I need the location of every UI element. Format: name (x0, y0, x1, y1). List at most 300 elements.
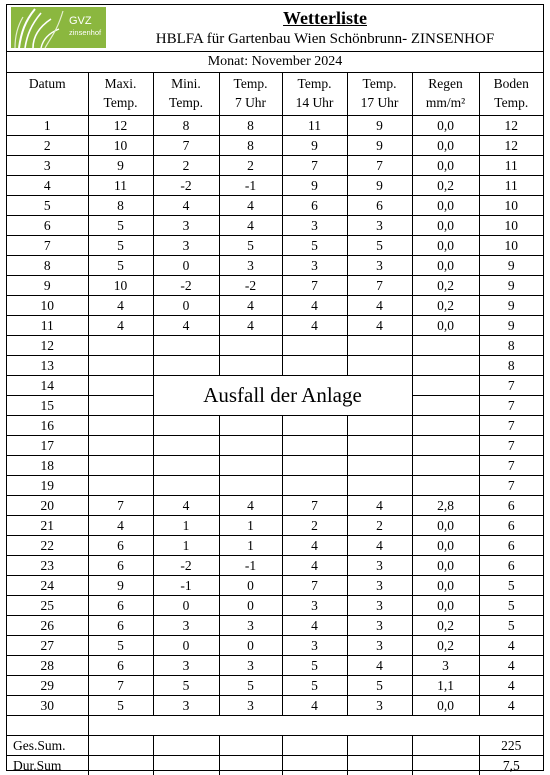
summary-cell (347, 756, 412, 775)
table-row (7, 496, 543, 516)
column-header-line1: Temp. (233, 76, 268, 91)
table-cell: 0,0 (412, 216, 479, 236)
table-cell: 1 (153, 536, 219, 556)
table-cell: 8 (219, 136, 282, 156)
table-cell: 5 (7, 196, 88, 216)
table-row (7, 416, 543, 436)
table-cell: -2 (219, 276, 282, 296)
table-cell: 19 (7, 476, 88, 496)
table-cell: 4 (282, 296, 347, 316)
table-cell: 30 (7, 696, 88, 716)
table-cell: 2 (282, 516, 347, 536)
table-cell: 3 (282, 256, 347, 276)
table-row (7, 376, 543, 396)
table-cell (412, 436, 479, 456)
table-cell: 0,2 (412, 636, 479, 656)
table-cell: 3 (347, 576, 412, 596)
summary-cell (412, 736, 479, 756)
summary-cell (347, 736, 412, 756)
table-cell (219, 456, 282, 476)
table-row (7, 316, 543, 336)
table-cell: 4 (282, 696, 347, 716)
table-row (7, 236, 543, 256)
column-header-line2: 14 Uhr (295, 95, 334, 110)
table-cell: 7 (282, 156, 347, 176)
table-cell: 3 (153, 216, 219, 236)
table-cell: 3 (7, 156, 88, 176)
summary-blank (88, 716, 543, 736)
column-header (282, 73, 347, 116)
table-cell: 5 (153, 676, 219, 696)
table-cell: 0 (153, 596, 219, 616)
table-cell: 4 (219, 316, 282, 336)
table-cell: 9 (347, 136, 412, 156)
column-header (88, 73, 153, 116)
table-cell: 4 (479, 636, 543, 656)
table-cell (347, 416, 412, 436)
table-cell (282, 436, 347, 456)
table-cell: 7 (88, 496, 153, 516)
column-header (347, 73, 412, 116)
table-cell: 5 (282, 656, 347, 676)
table-row (7, 656, 543, 676)
table-cell (347, 456, 412, 476)
table-cell: 12 (479, 116, 543, 136)
table-row (7, 456, 543, 476)
table-cell: 2 (7, 136, 88, 156)
table-cell: 0,2 (412, 276, 479, 296)
table-cell: 5 (219, 236, 282, 256)
table-cell (219, 416, 282, 436)
table-cell (347, 336, 412, 356)
table-cell: 5 (88, 636, 153, 656)
table-cell: 3 (282, 636, 347, 656)
table-row (7, 536, 543, 556)
table-cell: 2 (219, 156, 282, 176)
column-header-line1: Temp. (297, 76, 332, 91)
table-cell: 4 (88, 516, 153, 536)
table-cell: 4 (153, 196, 219, 216)
table-cell: 7 (347, 276, 412, 296)
table-cell (153, 476, 219, 496)
table-cell: 2,8 (412, 496, 479, 516)
table-cell: 4 (347, 296, 412, 316)
table-cell: 3 (347, 616, 412, 636)
table-cell: 5 (219, 676, 282, 696)
month-label: Monat: November 2024 (7, 52, 543, 73)
table-cell (347, 436, 412, 456)
sheet-header (7, 5, 543, 52)
column-header-line2: Temp. (103, 95, 138, 110)
table-row (7, 336, 543, 356)
column-header-line1: Datum (28, 76, 66, 91)
table-cell (219, 476, 282, 496)
table-cell: 5 (88, 216, 153, 236)
table-cell: 0 (219, 636, 282, 656)
table-cell: 11 (282, 116, 347, 136)
table-cell: 4 (88, 296, 153, 316)
table-cell: 7 (282, 496, 347, 516)
table-cell (347, 476, 412, 496)
table-cell: 4 (219, 296, 282, 316)
table-cell: 0,0 (412, 596, 479, 616)
table-cell: 7 (282, 576, 347, 596)
table-cell: 6 (88, 596, 153, 616)
table-cell (412, 476, 479, 496)
table-cell: 4 (7, 176, 88, 196)
table-cell: 11 (479, 156, 543, 176)
table-cell (88, 396, 153, 416)
table-cell: 9 (347, 116, 412, 136)
summary-cell (88, 736, 153, 756)
table-cell: 10 (7, 296, 88, 316)
column-header-line1: Mini. (171, 76, 201, 91)
table-cell: 0,2 (412, 616, 479, 636)
summary-cell (412, 756, 479, 775)
column-header (219, 73, 282, 116)
table-cell: 3 (347, 636, 412, 656)
column-header-line1: Maxi. (104, 76, 137, 91)
table-cell: 9 (479, 296, 543, 316)
table-cell: 3 (282, 216, 347, 236)
table-cell: 9 (479, 276, 543, 296)
table-cell: 0 (219, 596, 282, 616)
table-cell: 4 (282, 616, 347, 636)
table-cell: 4 (153, 316, 219, 336)
table-cell (282, 336, 347, 356)
table-cell: 0,0 (412, 156, 479, 176)
table-cell (153, 356, 219, 376)
table-cell: 25 (7, 596, 88, 616)
table-cell: 9 (88, 576, 153, 596)
table-cell: 7 (479, 476, 543, 496)
table-cell: 7 (479, 436, 543, 456)
page-subtitle: HBLFA für Gartenbau Wien Schönbrunn- ZINSENHOF (155, 31, 495, 47)
weather-table (7, 73, 543, 775)
table-cell: 5 (479, 616, 543, 636)
table-cell: 5 (479, 576, 543, 596)
table-cell (88, 336, 153, 356)
table-cell: 11 (88, 176, 153, 196)
table-cell: -1 (219, 176, 282, 196)
table-cell: 5 (282, 236, 347, 256)
table-cell: 6 (282, 196, 347, 216)
column-header (7, 73, 88, 116)
summary-cell (219, 756, 282, 775)
table-cell: 5 (479, 596, 543, 616)
table-cell (412, 396, 479, 416)
table-cell: 24 (7, 576, 88, 596)
table-cell: 3 (347, 556, 412, 576)
table-cell: 4 (347, 536, 412, 556)
table-row (7, 256, 543, 276)
table-row (7, 636, 543, 656)
table-row (7, 296, 543, 316)
table-cell (412, 456, 479, 476)
table-cell: 3 (347, 596, 412, 616)
table-cell: 6 (479, 516, 543, 536)
summary-cell (88, 756, 153, 775)
table-cell: -1 (153, 576, 219, 596)
table-cell: 8 (88, 196, 153, 216)
table-cell: 3 (219, 696, 282, 716)
table-cell: 0 (153, 636, 219, 656)
table-cell: 1,1 (412, 676, 479, 696)
table-cell: 4 (479, 676, 543, 696)
table-cell: 5 (88, 236, 153, 256)
table-cell: 12 (479, 136, 543, 156)
table-cell: 0,0 (412, 236, 479, 256)
table-row (7, 476, 543, 496)
table-cell: 29 (7, 676, 88, 696)
table-cell (412, 336, 479, 356)
summary-boden-value: 7,5 (479, 756, 543, 775)
table-cell: -2 (153, 556, 219, 576)
table-cell: 9 (7, 276, 88, 296)
table-cell: 0,0 (412, 696, 479, 716)
failure-note: Ausfall der Anlage (153, 376, 412, 416)
table-cell: 16 (7, 416, 88, 436)
table-cell: 6 (479, 556, 543, 576)
column-header-row (7, 73, 543, 116)
table-cell: 4 (88, 316, 153, 336)
table-cell: 7 (7, 236, 88, 256)
column-header-line2: 17 Uhr (360, 95, 399, 110)
table-cell: 10 (88, 136, 153, 156)
table-cell (88, 416, 153, 436)
table-cell: 0 (153, 296, 219, 316)
table-cell (88, 376, 153, 396)
table-cell: 0,0 (412, 576, 479, 596)
table-cell: 7 (479, 376, 543, 396)
table-cell: 10 (479, 196, 543, 216)
column-header-line1: Regen (428, 76, 463, 91)
table-cell: 20 (7, 496, 88, 516)
column-header-line1: Boden (493, 76, 529, 91)
table-cell: 10 (88, 276, 153, 296)
table-cell: -2 (153, 176, 219, 196)
table-cell: 4 (347, 656, 412, 676)
table-cell: 12 (88, 116, 153, 136)
column-header-line2: Temp. (169, 95, 203, 110)
gvz-logo (11, 7, 106, 48)
table-cell: 7 (282, 276, 347, 296)
table-cell: 4 (479, 656, 543, 676)
summary-row (7, 736, 543, 756)
table-cell: -2 (153, 276, 219, 296)
table-cell: 4 (347, 316, 412, 336)
table-cell: 6 (347, 196, 412, 216)
table-cell: 14 (7, 376, 88, 396)
summary-row (7, 756, 543, 775)
table-cell: 12 (7, 336, 88, 356)
table-cell: 3 (347, 216, 412, 236)
table-cell: 5 (88, 696, 153, 716)
summary-cell (153, 736, 219, 756)
table-cell: 5 (347, 676, 412, 696)
summary-boden-value: 225 (479, 736, 543, 756)
table-cell: 5 (282, 676, 347, 696)
table-cell: 3 (282, 596, 347, 616)
table-cell: 11 (479, 176, 543, 196)
table-cell: 10 (479, 236, 543, 256)
table-cell: 21 (7, 516, 88, 536)
table-row (7, 216, 543, 236)
table-cell: 4 (219, 196, 282, 216)
table-cell (412, 356, 479, 376)
summary-label (7, 716, 88, 736)
table-cell: 2 (347, 516, 412, 536)
table-row (7, 596, 543, 616)
table-cell (347, 356, 412, 376)
table-cell: 1 (153, 516, 219, 536)
table-cell: 4 (219, 496, 282, 516)
table-cell: 0,0 (412, 516, 479, 536)
table-cell: 3 (153, 236, 219, 256)
table-cell (153, 336, 219, 356)
table-cell (282, 356, 347, 376)
table-cell: 17 (7, 436, 88, 456)
table-cell: 6 (7, 216, 88, 236)
table-cell: 1 (219, 536, 282, 556)
table-row (7, 176, 543, 196)
table-cell: 8 (219, 116, 282, 136)
table-cell: 4 (282, 316, 347, 336)
table-cell: 4 (153, 496, 219, 516)
table-cell: 4 (282, 556, 347, 576)
column-header (153, 73, 219, 116)
table-cell: 28 (7, 656, 88, 676)
table-cell: 0,0 (412, 316, 479, 336)
table-cell: 0,0 (412, 556, 479, 576)
table-row (7, 156, 543, 176)
summary-cell (219, 736, 282, 756)
table-cell (412, 416, 479, 436)
table-cell: 10 (479, 216, 543, 236)
table-cell: 0,2 (412, 296, 479, 316)
column-header (412, 73, 479, 116)
table-cell: 0,0 (412, 136, 479, 156)
table-cell (219, 336, 282, 356)
logo-subtext: zinsenhof (69, 28, 102, 37)
table-cell: 3 (219, 616, 282, 636)
table-cell: 5 (88, 256, 153, 276)
table-cell: 9 (479, 256, 543, 276)
table-cell (88, 456, 153, 476)
table-cell (88, 476, 153, 496)
summary-label: Dur.Sum (7, 756, 88, 775)
table-cell (88, 436, 153, 456)
table-cell: 3 (153, 656, 219, 676)
summary-row (7, 716, 543, 736)
table-row (7, 196, 543, 216)
table-cell: 6 (88, 556, 153, 576)
table-cell: 0,0 (412, 256, 479, 276)
column-header-line1: Temp. (362, 76, 397, 91)
table-row (7, 436, 543, 456)
table-row (7, 576, 543, 596)
table-row (7, 696, 543, 716)
table-cell: 3 (347, 696, 412, 716)
table-cell: 5 (347, 236, 412, 256)
table-cell: 1 (7, 116, 88, 136)
table-cell (153, 436, 219, 456)
table-row (7, 276, 543, 296)
table-cell: 7 (479, 456, 543, 476)
table-cell: 4 (347, 496, 412, 516)
logo-text: GVZ (69, 15, 92, 27)
table-cell: 15 (7, 396, 88, 416)
summary-label: Ges.Sum. (7, 736, 88, 756)
table-cell (88, 356, 153, 376)
table-cell: 6 (479, 536, 543, 556)
weather-sheet (6, 4, 544, 771)
table-cell: -1 (219, 556, 282, 576)
summary-cell (282, 736, 347, 756)
table-body (7, 116, 543, 775)
table-cell: 6 (479, 496, 543, 516)
table-cell: 0,2 (412, 176, 479, 196)
table-cell: 6 (88, 616, 153, 636)
table-cell: 8 (479, 356, 543, 376)
table-cell: 23 (7, 556, 88, 576)
table-cell: 0,0 (412, 536, 479, 556)
table-cell: 3 (347, 256, 412, 276)
table-cell: 9 (347, 176, 412, 196)
table-cell: 7 (479, 396, 543, 416)
table-cell: 9 (88, 156, 153, 176)
table-cell (282, 476, 347, 496)
page-title: Wetterliste (283, 8, 367, 28)
column-header-line2: mm/m² (425, 95, 466, 110)
table-cell: 9 (282, 176, 347, 196)
table-cell: 9 (282, 136, 347, 156)
table-cell: 3 (153, 696, 219, 716)
table-cell: 2 (153, 156, 219, 176)
table-cell: 0,0 (412, 116, 479, 136)
column-header (479, 73, 543, 116)
summary-cell (153, 756, 219, 775)
table-row (7, 136, 543, 156)
table-cell: 3 (219, 656, 282, 676)
table-cell: 3 (153, 616, 219, 636)
table-cell: 6 (88, 656, 153, 676)
table-cell (219, 356, 282, 376)
table-cell: 4 (282, 536, 347, 556)
summary-cell (282, 756, 347, 775)
table-row (7, 356, 543, 376)
column-header-line2: Temp. (494, 95, 529, 110)
table-cell: 3 (219, 256, 282, 276)
table-cell (412, 376, 479, 396)
table-cell: 27 (7, 636, 88, 656)
table-cell: 11 (7, 316, 88, 336)
table-cell: 9 (479, 316, 543, 336)
table-cell: 26 (7, 616, 88, 636)
table-cell (153, 456, 219, 476)
table-cell (219, 436, 282, 456)
table-cell: 6 (88, 536, 153, 556)
table-cell: 4 (219, 216, 282, 236)
table-cell (282, 456, 347, 476)
column-header-line2: 7 Uhr (234, 95, 267, 110)
table-cell: 8 (479, 336, 543, 356)
table-cell (282, 416, 347, 436)
table-cell: 7 (479, 416, 543, 436)
table-cell: 22 (7, 536, 88, 556)
table-cell: 8 (153, 116, 219, 136)
table-row (7, 556, 543, 576)
